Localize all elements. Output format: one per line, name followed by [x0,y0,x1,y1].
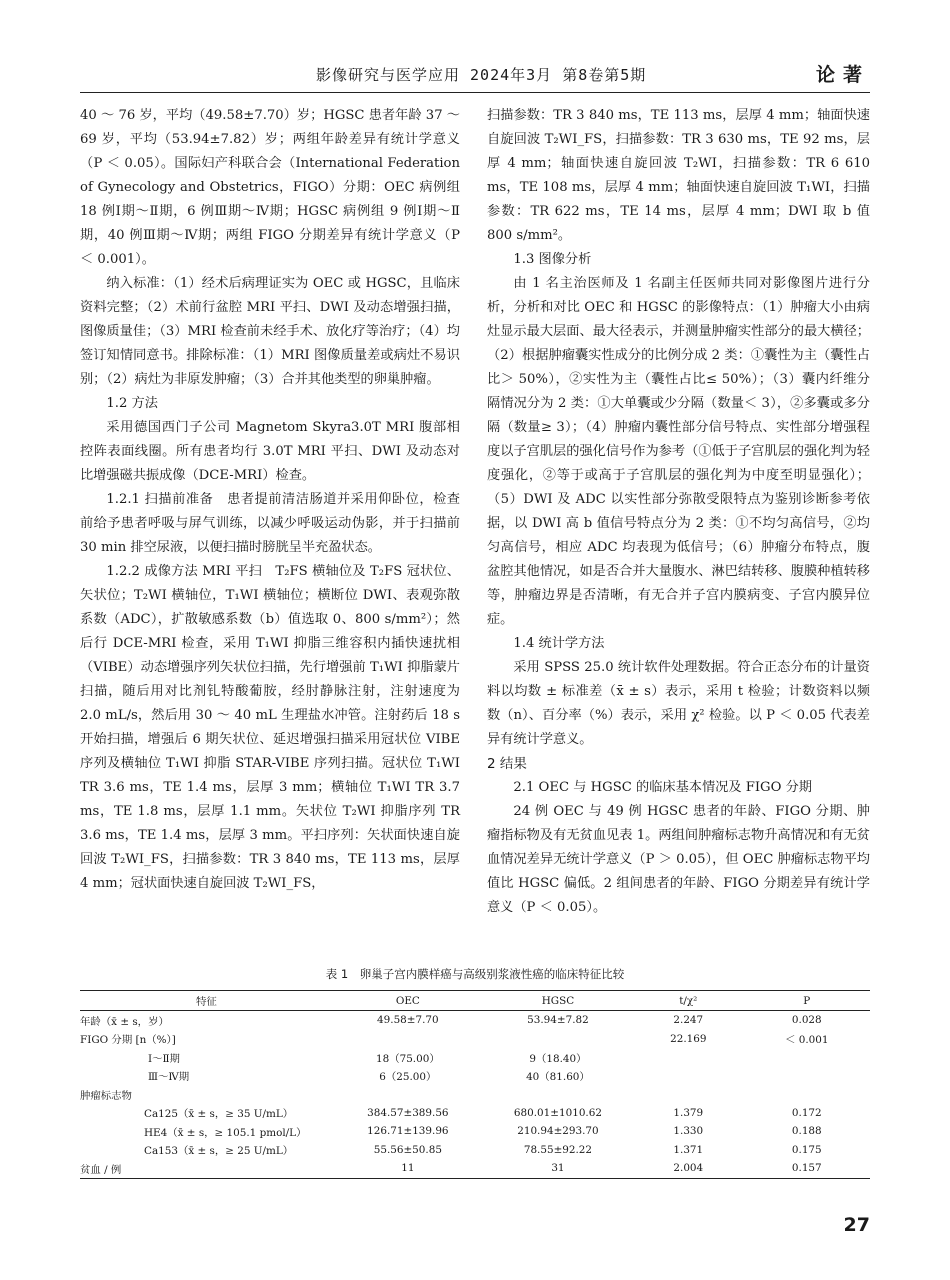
table-cell: 贫血 / 例 [80,1163,122,1176]
table-cell: 22.169 [670,1032,707,1045]
paragraph: 1.4 统计学方法 [513,636,605,651]
table-cell: Ca153（x̄ ± s，≥ 25 U/mL） [144,1145,294,1158]
journal-title: 影像研究与医学应用 2024年3月 第8卷第5期 [316,66,647,84]
table-cell: ＜ 0.001 [785,1034,829,1047]
right-column [487,104,870,920]
table-cell: 11 [401,1162,415,1175]
table-header-row [80,991,870,1011]
col-header-p: P [803,994,811,1007]
table-row [80,1067,870,1086]
clinical-feature-table [80,990,870,1179]
paragraph: 2 结果 [487,756,527,772]
table-cell: HE4（x̄ ± s，≥ 105.1 pmol/L） [144,1126,307,1139]
table-cell: 210.94±293.70 [517,1125,599,1138]
table-cell [633,1085,744,1104]
table-cell: 0.172 [791,1106,822,1119]
table-cell: 40（81.60） [526,1071,590,1084]
table-cell [744,1067,870,1086]
table-cell: 1.330 [673,1125,704,1138]
paragraph: 采用德国西门子公司 Magnetom Skyra3.0T MRI 腹部相控阵表面线圈。所有患者均行 3.0T MRI 平扫、DWI 及动态对比增强磁共振成像（DCE-MRI）检查。 [80,420,460,483]
section-label: 论著 [815,64,870,86]
table-cell [633,1067,744,1086]
table-cell [633,1048,744,1067]
table-row [80,1159,870,1178]
table-cell [333,1030,483,1049]
table-cell: 2.247 [673,1014,704,1027]
table-cell: 9（18.40） [529,1052,587,1065]
paragraph: 由 1 名主治医师及 1 名副主任医师共同对影像图片进行分析，分析和对比 OEC 和 HGSC 的影像特点：（1）肿瘤大小由病灶显示最大层面、最大径表示，并测量肿瘤实性部分的最大横径；（2）根据肿瘤囊实性成分的比例分成 2 类：①囊性为主（囊性占比＞ 50%），②实性为主（囊性占比≤ 50%）；（3）囊内纤维分隔情况分为 2 类：①大单囊或少分隔（数量＜ 3），②多囊或多分隔（数量≥ 3）；（4）肿瘤内囊性部分信号特点、实性部分增强程度以子宫肌层的强化信号作为参考（①低于子宫肌层的强化判为轻度强化，②等于或高于子宫肌层的强化判为中度至明显强化）；（5）DWI 及 ADC 以实性部分弥散受限特点为鉴别诊断参考依据，以 DWI 高 b 值信号特点分为 2 类：①不均匀高信号，②均匀高信号，相应 ADC 均表现为低信号；（6）肿瘤分布特点，腹盆腔其他情况，如是否合并大量腹水、淋巴结转移、腹膜种植转移等，肿瘤边界是否清晰，有无合并子宫内膜病变、子宫内膜异位症。 [487,276,870,627]
table-cell [744,1085,870,1104]
table-cell: 680.01±1010.62 [513,1106,602,1119]
paragraph: 1.2 方法 [106,396,158,411]
table-cell: 肿瘤标志物 [80,1089,132,1102]
paragraph: 24 例 OEC 与 49 例 HGSC 患者的年龄、FIGO 分期、肿瘤指标物及有无贫血见表 1。两组间肿瘤标志物升高情况和有无贫血情况差异无统计学意义（P ＞ 0.05），但 OEC 肿瘤标志物平均值比 HGSC 偏低。2 组间患者的年龄、FIGO 分期差异有统计学意义（P ＜ 0.05）。 [487,804,870,915]
paragraph: 1.2.1 扫描前准备 患者提前清洁肠道并采用仰卧位，检查前给予患者呼吸与屏气训练，以减少呼吸运动伪影，并于扫描前 30 min 排空尿液，以便扫描时膀胱呈半充盈状态。 [80,492,460,555]
col-header-feature: 特征 [196,996,217,1008]
table-cell: 126.71±139.96 [367,1125,449,1138]
table-cell [744,1048,870,1067]
table-cell: 18（75.00） [375,1052,440,1065]
paragraph: 1.3 图像分析 [513,252,592,267]
table-cell: Ⅲ～Ⅳ期 [148,1071,190,1084]
paragraph: 采用 SPSS 25.0 统计软件处理数据。符合正态分布的计量资料以均数 ± 标准差（x̄ ± s）表示，采用 t 检验；计数资料以频数（n）、百分率（%）表示，采用 χ² 检验。以 P ＜ 0.05 代表差异有统计学意义。 [487,660,870,747]
table-title: 表 1 卵巢子宫内膜样癌与高级别浆液性癌的临床特征比较 [325,967,625,981]
table-cell: 年龄（x̄ ± s，岁） [80,1015,169,1028]
table-cell: 384.57±389.56 [367,1106,449,1119]
paragraph: 2.1 OEC 与 HGSC 的临床基本情况及 FIGO 分期 [513,780,812,795]
table-cell: FIGO 分期 [n（%）] [80,1034,176,1047]
col-header-stat: t/χ² [679,994,698,1007]
table-cell: 0.028 [791,1014,822,1027]
table-row [80,1030,870,1049]
table-cell: 53.94±7.82 [527,1014,589,1027]
table-cell: 49.58±7.70 [377,1014,439,1027]
running-header [80,62,870,93]
col-header-hgsc: HGSC [541,994,575,1007]
table-row [80,1122,870,1141]
paragraph: 40 ～ 76 岁，平均（49.58±7.70）岁；HGSC 患者年龄 37 ～ 69 岁，平均（53.94±7.82）岁；两组年龄差异有统计学意义（P ＜ 0.05）。国际妇产科联合会（International Federation of Gynecology and Obstetrics，FIGO）分期：OEC 病例组 18 例Ⅰ期～Ⅱ期，6 例Ⅲ期～Ⅳ期；HGSC 病例组 9 例Ⅰ期～Ⅱ期，40 例Ⅲ期～Ⅳ期；两组 FIGO 分期差异有统计学意义（P ＜ 0.001）。 [80,108,460,267]
table-cell: 2.004 [673,1162,704,1175]
table-cell [483,1030,633,1049]
table-cell: 78.55±92.22 [523,1143,593,1156]
paragraph: 1.2.2 成像方法 MRI 平扫 T₂FS 横轴位及 T₂FS 冠状位、矢状位；T₂WI 横轴位，T₁WI 横轴位；横断位 DWI、表观弥散系数（ADC），扩散敏感系数（b）值选取 0、800 s/mm²）；然后行 DCE-MRI 检查，采用 T₁WI 抑脂三维容积内插快速扰相（VIBE）动态增强序列矢状位扫描，先行增强前 T₁WI 抑脂蒙片扫描，随后用对比剂钆特酸葡胺，经肘静脉注射，注射速度为 2.0 mL/s，然后用 30 ～ 40 mL 生理盐水冲管。注射药后 18 s 开始扫描，增强后 6 期矢状位、延迟增强扫描采用冠状位 VIBE 序列及横轴位 T₁WI 抑脂 STAR-VIBE 序列扫描。冠状位 T₁WI TR 3.6 ms，TE 1.4 ms，层厚 3 mm；横轴位 T₁WI TR 3.7 ms，TE 1.8 ms，层厚 1.1 mm。矢状位 T₂WI 抑脂序列 TR 3.6 ms，TE 1.4 ms，层厚 3 mm。平扫序列：矢状面快速自旋回波 T₂WI_FS，扫描参数：TR 3 840 ms，TE 113 ms，层厚 4 mm；冠状面快速自旋回波 T₂WI_FS， [80,564,460,891]
table-cell: 1.379 [673,1106,704,1119]
table-row [80,1085,870,1104]
table-row [80,1048,870,1067]
table-cell: 6（25.00） [379,1071,437,1084]
table-cell: 0.157 [791,1162,822,1175]
left-column [80,104,460,896]
table-row [80,1141,870,1160]
table-cell: Ⅰ～Ⅱ期 [148,1052,180,1065]
table-row [80,1011,870,1030]
table-cell: Ca125（x̄ ± s，≥ 35 U/mL） [144,1108,294,1121]
page-number: 27 [843,1214,870,1236]
table-cell: 0.188 [791,1125,822,1138]
paragraph: 纳入标准：（1）经术后病理证实为 OEC 或 HGSC，且临床资料完整；（2）术前行盆腔 MRI 平扫、DWI 及动态增强扫描，图像质量佳；（3）MRI 检查前未经手术、放化疗等治疗；（4）均签订知情同意书。排除标准：（1）MRI 图像质量差或病灶不易识别；（2）病灶为非原发肿瘤；（3）合并其他类型的卵巢肿瘤。 [80,276,460,387]
table-cell: 55.56±50.85 [373,1143,442,1156]
paragraph: 扫描参数：TR 3 840 ms，TE 113 ms，层厚 4 mm；轴面快速自旋回波 T₂WI_FS，扫描参数：TR 3 630 ms，TE 92 ms，层厚 4 mm；轴面快速自旋回波 T₂WI，扫描参数：TR 6 610 ms，TE 108 ms，层厚 4 mm；轴面快速自旋回波 T₁WI，扫描参数：TR 622 ms，TE 14 ms，层厚 4 mm；DWI 取 b 值 800 s/mm²。 [487,108,870,243]
table-cell: 0.175 [791,1143,822,1156]
table-cell [333,1085,483,1104]
col-header-oec: OEC [395,994,420,1007]
table-cell: 31 [551,1162,565,1175]
table-row [80,1104,870,1123]
table-cell [483,1085,633,1104]
table-cell: 1.371 [673,1143,704,1156]
table-1 [80,966,870,1179]
